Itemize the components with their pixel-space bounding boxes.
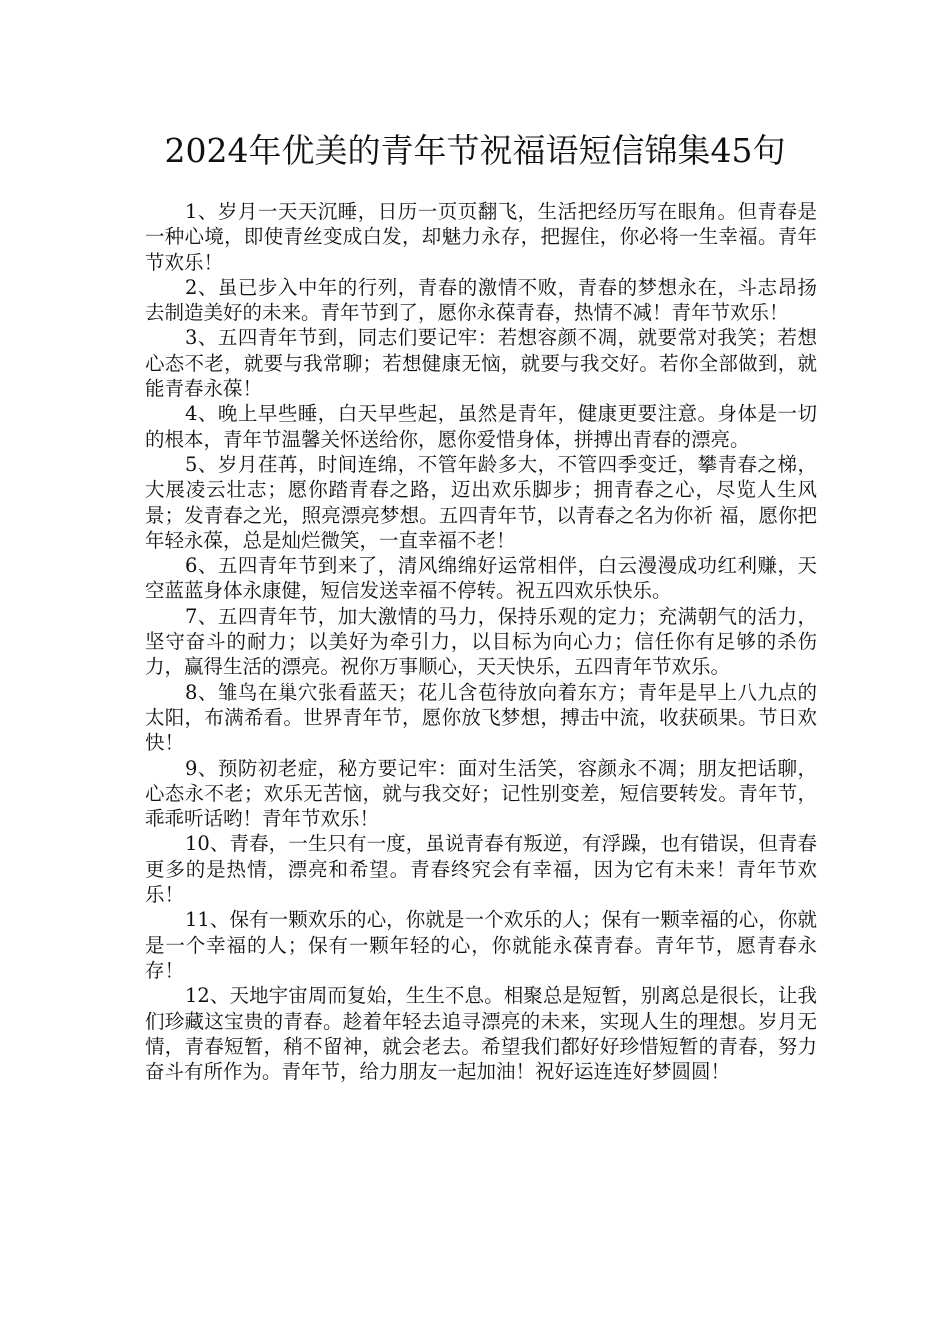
paragraph-6: 6、五四青年节到来了，清风绵绵好运常相伴，白云漫漫成功红利赚，天空蓝蓝身体永康健，短信发送幸福不停转。祝五四欢乐快乐。 xyxy=(145,554,817,603)
document-body xyxy=(145,199,817,1084)
paragraph-7: 7、五四青年节，加大激情的马力，保持乐观的定力；充满朝气的活力，坚守奋斗的耐力；以美好为牵引力，以目标为向心力；信任你有足够的杀伤力，赢得生活的漂亮。祝你万事顺心，天天快乐，五四青年节欢乐。 xyxy=(145,604,817,679)
paragraph-12: 12、天地宇宙周而复始，生生不息。相聚总是短暂，别离总是很长，让我们珍藏这宝贵的青春。趁着年轻去追寻漂亮的未来，实现人生的理想。岁月无情，青春短暂，稍不留神，就会老去。希望我们都好好珍惜短暂的青春，努力奋斗有所作为。青年节，给力朋友一起加油！祝好运连连好梦圆圆！ xyxy=(145,984,817,1084)
paragraph-1: 1、岁月一天天沉睡，日历一页页翻飞，生活把经历写在眼角。但青春是一种心境，即使青丝变成白发，却魅力永存，把握住，你必将一生幸福。青年节欢乐！ xyxy=(145,200,817,274)
paragraph-10: 10、青春，一生只有一度，虽说青春有叛逆，有浮躁，也有错误，但青春更多的是热情，漂亮和希望。青春终究会有幸福，因为它有未来！青年节欢乐！ xyxy=(145,832,817,907)
paragraph-3: 3、五四青年节到，同志们要记牢：若想容颜不凋，就要常对我笑；若想心态不老，就要与我常聊；若想健康无恼，就要与我交好。若你全部做到，就能青春永葆！ xyxy=(145,326,817,401)
paragraph-9: 9、预防初老症，秘方要记牢：面对生活笑，容颜永不凋；朋友把话聊，心态永不老；欢乐无苦恼，就与我交好；记性别变差，短信要转发。青年节，乖乖听话哟！青年节欢乐！ xyxy=(145,756,817,831)
paragraph-2: 2、虽已步入中年的行列，青春的激情不败，青春的梦想永在，斗志昂扬去制造美好的未来。青年节到了，愿你永葆青春，热情不减！青年节欢乐！ xyxy=(145,275,817,325)
paragraph-5: 5、岁月荏苒，时间连绵，不管年龄多大，不管四季变迁，攀青春之梯，大展凌云壮志；愿你踏青春之路，迈出欢乐脚步；拥青春之心，尽览人生风景；发青春之光，照亮漂亮梦想。五四青年节，以青春之名为你祈 福，愿你把年轻永葆，总是灿烂微笑，一直幸福不老！ xyxy=(145,452,817,552)
paragraph-4: 4、晚上早些睡，白天早些起，虽然是青年，健康更要注意。身体是一切的根本，青年节温馨关怀送给你，愿你爱惜身体，拼搏出青春的漂亮。 xyxy=(145,402,817,451)
paragraph-8: 8、雏鸟在巢穴张看蓝天；花儿含苞待放向着东方；青年是早上八九点的太阳，布满希看。世界青年节，愿你放飞梦想，搏击中流，收获硕果。节日欢快！ xyxy=(145,680,817,755)
page-title: 2024年优美的青年节祝福语短信锦集45句 xyxy=(164,131,786,170)
paragraph-11: 11、保有一颗欢乐的心，你就是一个欢乐的人；保有一颗幸福的心，你就是一个幸福的人；保有一颗年轻的心，你就能永葆青春。青年节，愿青春永存！ xyxy=(145,908,817,982)
